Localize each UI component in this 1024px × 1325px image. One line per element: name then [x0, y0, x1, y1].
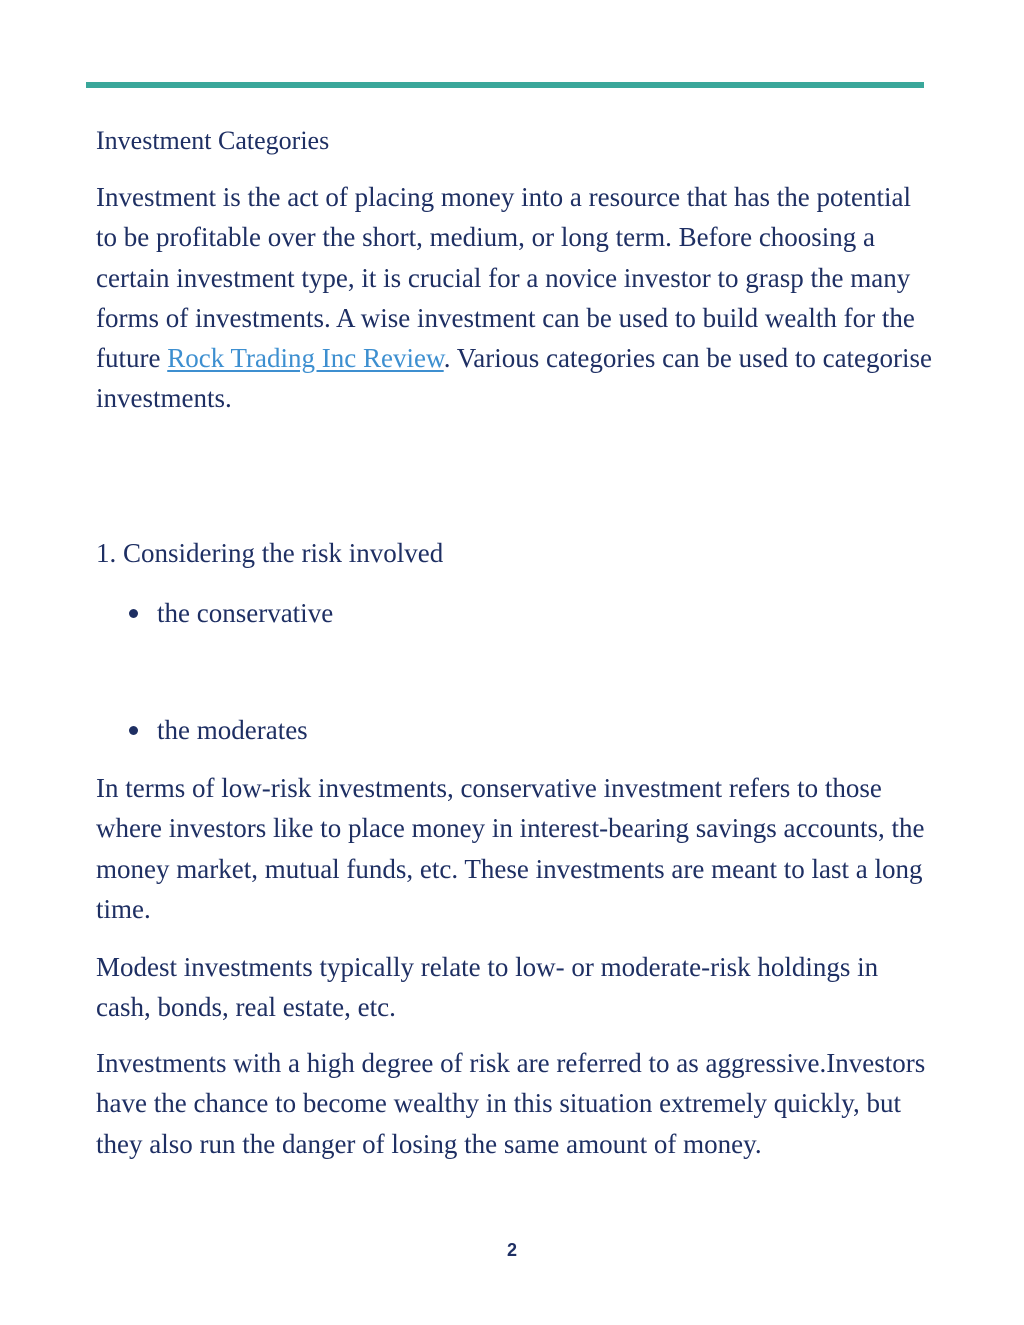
bullet-icon	[129, 726, 138, 735]
intro-paragraph	[96, 177, 936, 419]
list-item	[128, 593, 333, 633]
list-item-label: the moderates	[157, 715, 308, 745]
top-divider-rule	[86, 82, 924, 88]
rock-trading-review-link[interactable]: Rock Trading Inc Review	[167, 343, 444, 374]
page-heading: Investment Categories	[96, 126, 330, 155]
modest-paragraph: Modest investments typically relate to low- or moderate-risk holdings in cash, bonds, real estate, etc.	[96, 952, 879, 1023]
section-title-risk: 1. Considering the risk involved	[96, 538, 444, 568]
aggressive-paragraph: Investments with a high degree of risk are referred to as aggressive.Investors have the chance to become wealthy in this situation extremely quickly, but they also run the danger of losing the same amount of money.	[96, 1048, 926, 1159]
list-item-label: the conservative	[157, 598, 334, 628]
conservative-paragraph: In terms of low-risk investments, conservative investment refers to those where investors like to place money in interest-bearing savings accounts, the money market, mutual funds, etc. These investments are meant to last a long time.	[96, 773, 925, 924]
page-number: 2	[506, 1240, 517, 1260]
bullet-icon	[129, 609, 138, 618]
intro-text-before-link: Investment is the act of placing money into a resource that has the potential to be profitable over the short, medium, or long term. Before choosing a certain investment type, it is crucial for a novice investor to grasp the many forms of investments. A wise investment can be used to build wealth for the future	[96, 182, 915, 374]
intro-text-after-link: . Various categories can be used to categorise investments.	[96, 343, 933, 414]
list-item	[128, 710, 308, 750]
